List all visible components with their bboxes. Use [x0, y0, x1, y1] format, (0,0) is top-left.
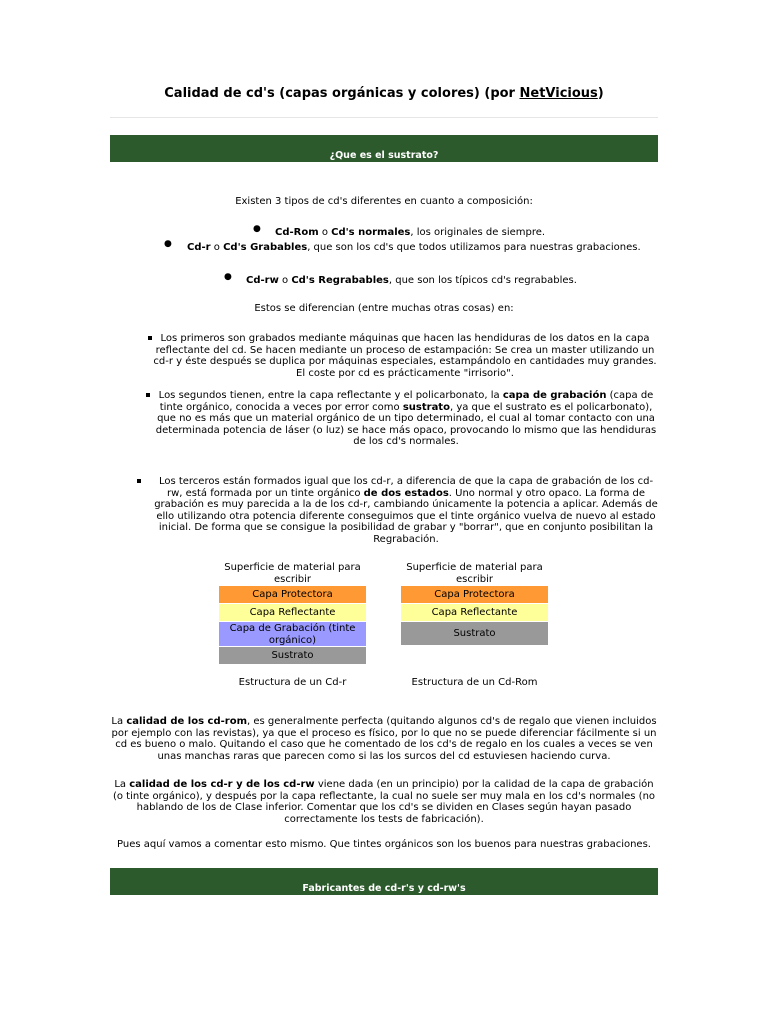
list-item: Cd-r o Cd's Grabables, que son los cd's que todos utilizamos para nuestras grabaciones.: [187, 242, 641, 253]
cdrom-surface-label: Superficie de material para escribir: [406, 562, 543, 585]
cdrom-layer-protectora: Capa Protectora: [401, 586, 548, 604]
list-item: Cd-Rom o Cd's normales, los originales de siempre.: [275, 227, 546, 238]
cdrom-caption: Estructura de un Cd-Rom: [411, 677, 538, 688]
cdrom-structure-diagram: [401, 562, 548, 646]
square-bullet-icon: [146, 393, 150, 397]
bullet-icon: ●: [224, 272, 232, 282]
section-header-fabricantes: Fabricantes de cd-r's y cd-rw's: [110, 868, 658, 895]
point-cdrom: Los primeros son grabados mediante máquinas que hacen las hendiduras de los datos en la capa reflectante del cd. Se hacen mediante un proceso de estampación: Se crea un master utilizando un cd-r y éste después se duplica por máquinas especiales, estampándolo en cantidades muy grandes. El coste por cd es prácticamente "irrisorio".: [153, 333, 657, 379]
page-title: Calidad de cd's (capas orgánicas y colores) (por NetVicious): [164, 86, 604, 101]
author-link[interactable]: NetVicious: [519, 86, 598, 101]
quality-summary: Pues aquí vamos a comentar esto mismo. Que tintes orgánicos son los buenos para nuestras grabaciones.: [117, 839, 651, 850]
point-cdr: Los segundos tienen, entre la capa reflectante y el policarbonato, la capa de grabación (capa de tinte orgánico, conocida a veces por error como sustrato, ya que el sustrato es el policarbonato), que no es más que un material orgánico de un tipo determinado, el cual al tomar contacto con una determinada potencia de láser (o luz) se hace más opaco, provocando lo mismo que las hendiduras de los cd's normales.: [155, 390, 657, 447]
cdr-caption: Estructura de un Cd-r: [238, 677, 347, 688]
quality-cdrom: La calidad de los cd-rom, es generalmente perfecta (quitando algunos cd's de regalo que vienen incluidos por ejemplo con las revistas), ya que el proceso es físico, por lo que no se puede diferenciar fácilmente si un cd es bueno o malo. Quitando el caso que he comentado de los cd's de regalo en los cuales a veces se ven unas manchas raras que parecen como si las los surcos del cd estuviesen haciendo curva.: [111, 716, 657, 762]
title-divider: [110, 117, 658, 118]
list-item: Cd-rw o Cd's Regrabables, que son los típicos cd's regrabables.: [246, 275, 577, 286]
cdrom-layer-sustrato: Sustrato: [401, 622, 548, 646]
intro-text: Existen 3 tipos de cd's diferentes en cuanto a composición:: [235, 196, 533, 207]
cdr-layer-protectora: Capa Protectora: [219, 586, 366, 604]
bullet-icon: ●: [253, 224, 261, 234]
cdrom-layer-reflectante: Capa Reflectante: [401, 604, 548, 622]
cdr-surface-label: Superficie de material para escribir: [224, 562, 361, 585]
cdr-layer-reflectante: Capa Reflectante: [219, 604, 366, 622]
bullet-icon: ●: [164, 239, 172, 249]
quality-cdr-cdrw: La calidad de los cd-r y de los cd-rw viene dada (en un principio) por la calidad de la capa de grabación (o tinte orgánico), y después por la capa reflectante, la cual no suele ser muy mala en los cd's normales (no hablando de los de Clase inferior. Comentar que los cd's se dividen en Clases según hayan pasado correctamente los tests de fabricación).: [112, 779, 656, 825]
section-header-sustrato: ¿Que es el sustrato?: [110, 135, 658, 162]
cdr-structure-diagram: [219, 562, 366, 665]
cdr-layer-grabacion: Capa de Grabación (tinte orgánico): [219, 622, 366, 647]
cdr-layer-sustrato: Sustrato: [219, 647, 366, 665]
differ-text: Estos se diferencian (entre muchas otras cosas) en:: [254, 303, 514, 314]
square-bullet-icon: [137, 479, 141, 483]
point-cdrw: Los terceros están formados igual que los cd-r, a diferencia de que la capa de grabación de los cd-rw, está formada por un tinte orgánico de dos estados. Uno normal y otro opaco. La forma de grabación es muy parecida a la de los cd-r, cambiando únicamente la potencia a aplicar. Además de ello utilizando otra potencia diferente conseguimos que el tinte orgánico vuelva de nuevo al estado inicial. De forma que se consigue la posibilidad de grabar y "borrar", que en conjunto posibilitan la Regrabación.: [154, 476, 658, 545]
